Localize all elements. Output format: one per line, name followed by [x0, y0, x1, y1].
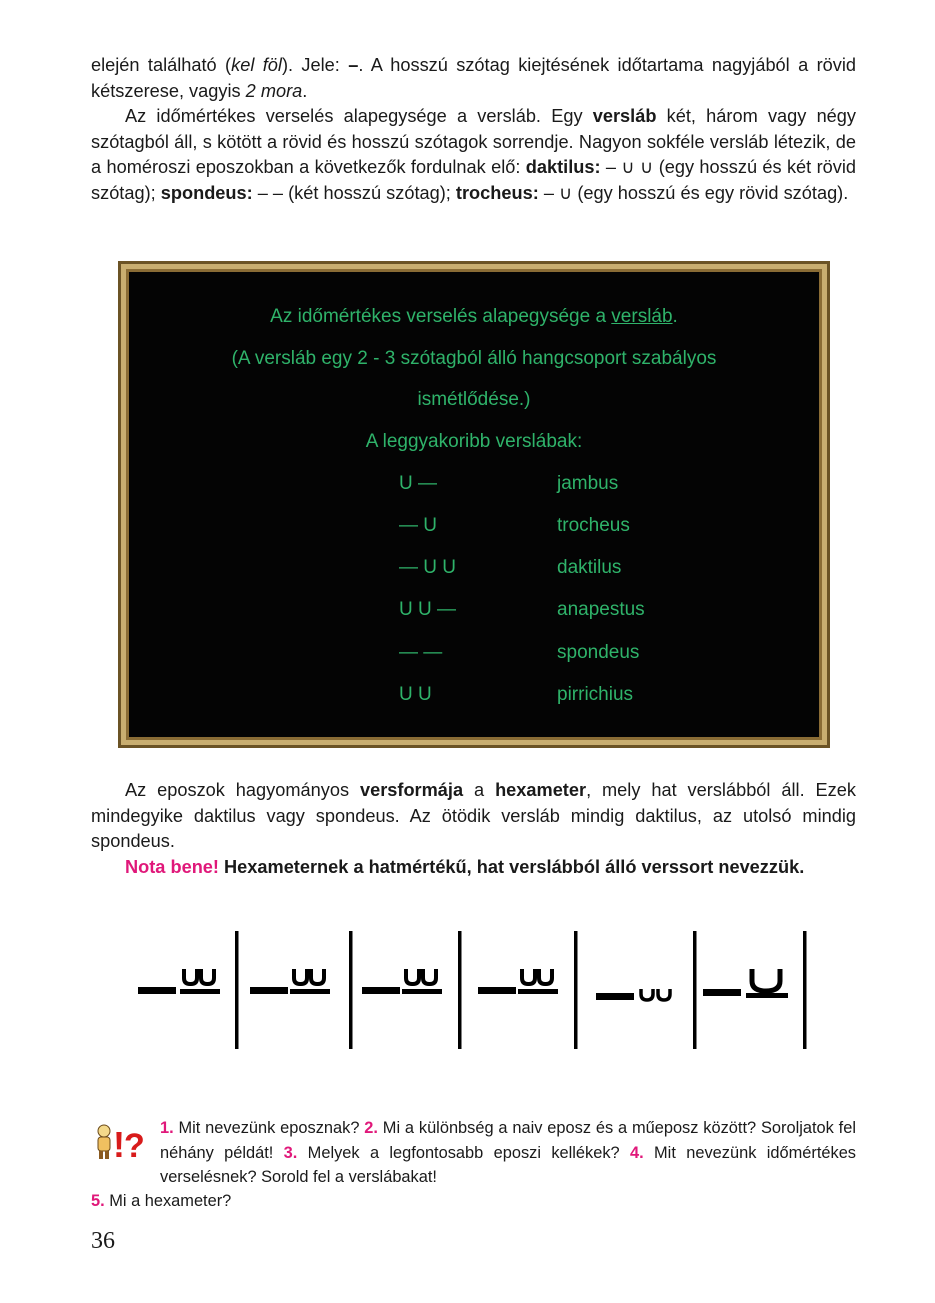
foot-symbol: U —: [399, 473, 437, 494]
question-exclamation-icon: [93, 1121, 149, 1161]
foot-symbol: U U: [399, 684, 432, 705]
board-line-1: Az időmértékes verselés alapegysége a versláb.: [270, 306, 678, 327]
hexameter-scheme: [130, 925, 820, 1055]
board-line-2: (A versláb egy 2 - 3 szótagból álló hangcsoport szabályos: [231, 348, 717, 369]
chalkboard-surface: [126, 269, 822, 740]
foot-symbol: — —: [399, 642, 443, 663]
foot-symbol: — U U: [399, 557, 456, 578]
paragraph-syllable-length: elején található (kel föl). Jele: –. A hosszú szótag kiejtésének időtartama nagyjából a rövid kétszerese, vagyis 2 mora.: [91, 55, 856, 101]
board-line-3: ismétlődése.): [417, 389, 531, 410]
foot-name: pirrichius: [557, 684, 634, 705]
foot-symbol: U U —: [399, 599, 456, 620]
foot-symbol: — U: [399, 515, 437, 536]
foot-name: jambus: [557, 473, 619, 494]
foot-name: trocheus: [557, 515, 630, 536]
review-questions: 1. Mit nevezünk eposznak? 2. Mi a különbség a naiv eposz és a műeposz között? Soroljatok fel néhány példát! 3. Melyek a legfontosabb eposzi kellékek? 4. Mit nevezünk időmértékes verselésnek? Sorold fel a verslábakat!: [160, 1119, 857, 1186]
svg-text:!: !: [113, 1124, 125, 1161]
review-question-5: 5. Mi a hexameter?: [91, 1192, 232, 1210]
foot-name: daktilus: [557, 557, 622, 578]
page-number: 36: [91, 1228, 115, 1254]
paragraph-hexameter: Az eposzok hagyományos versformája a hexameter, mely hat verslábból áll. Ezek mindegyike daktilus vagy spondeus. Az ötödik versláb mindig daktilus, az utolsó mindig spondeus.: [91, 780, 856, 851]
paragraph-versláb: Az időmértékes verselés alapegysége a versláb. Egy versláb két, három vagy négy szótagból áll, s kötött a rövid és hosszú szótagok sorrendje. Nagyon sokféle versláb létezik, de a homéroszi eposzokban a következők fordulnak elő: daktilus: – ∪ ∪ (egy hosszú és két rövid szótag); spondeus: – – (két hosszú szótag); trocheus: – ∪ (egy hosszú és egy rövid szótag).: [91, 106, 857, 203]
foot-name: spondeus: [557, 642, 640, 663]
chalkboard-figure: [118, 261, 830, 748]
svg-text:?: ?: [124, 1127, 145, 1161]
foot-name: anapestus: [557, 599, 645, 620]
paragraph-nota-bene: Nota bene! Hexameternek a hatmértékű, hat verslábból álló verssort nevezzük.: [125, 857, 805, 877]
board-line-4: A leggyakoribb verslábak:: [365, 431, 583, 452]
